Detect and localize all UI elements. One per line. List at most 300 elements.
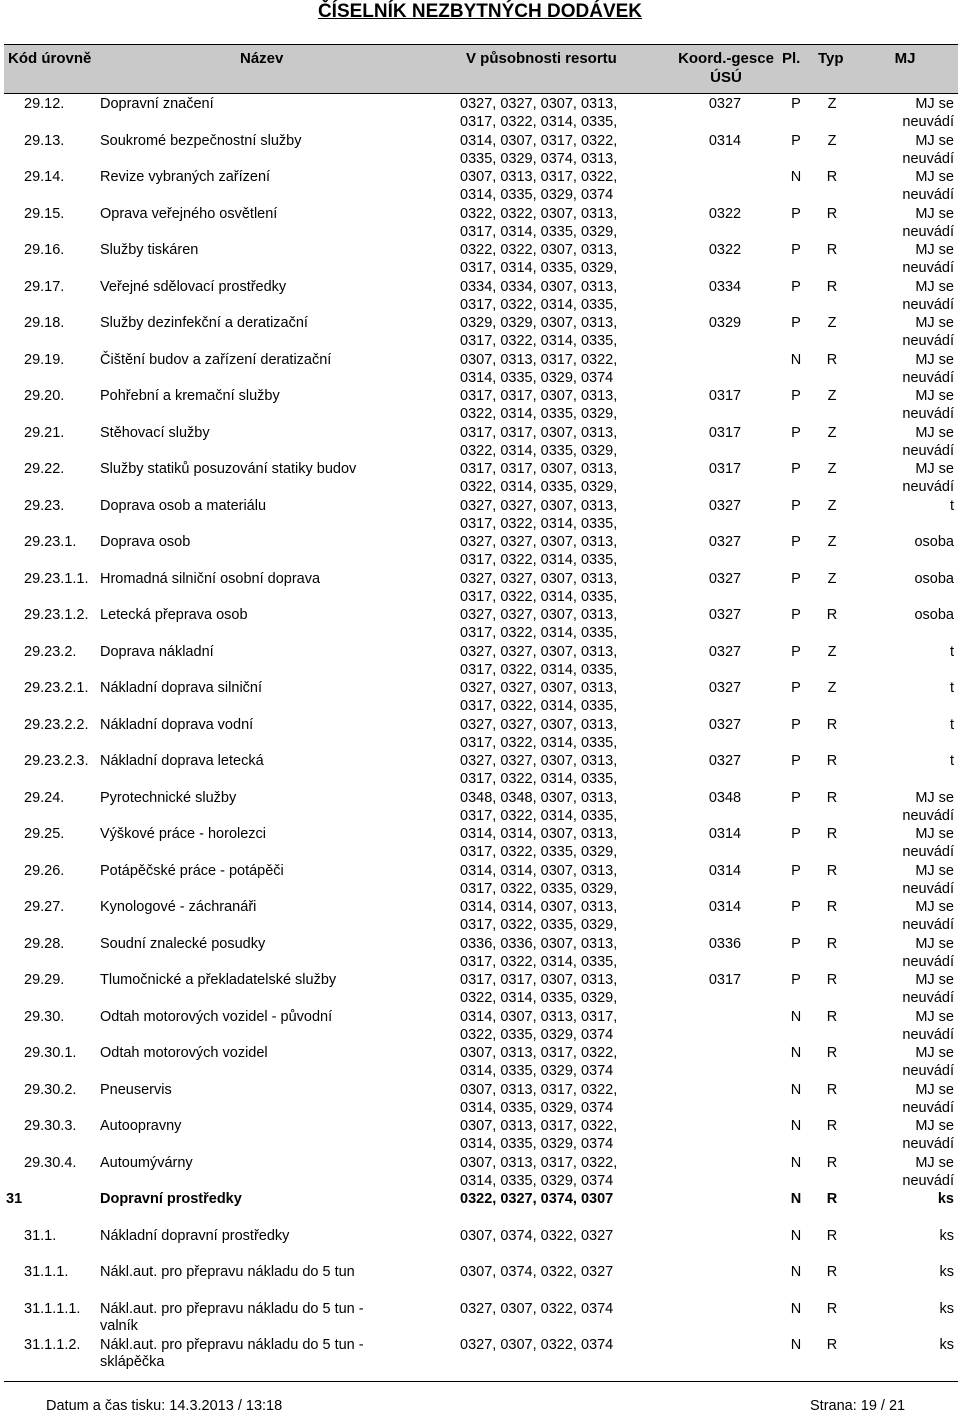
- row-name: Stěhovací služby: [100, 424, 210, 441]
- table-row: [4, 458, 958, 495]
- row-typ: Z: [827, 534, 837, 550]
- row-name: Odtah motorových vozidel - původní: [100, 1008, 333, 1025]
- row-pl: N: [790, 1264, 802, 1280]
- row-typ: R: [826, 972, 838, 988]
- row-pl: N: [790, 1300, 802, 1317]
- row-pl: P: [791, 132, 801, 149]
- table-row: [4, 1152, 958, 1189]
- row-koord: 0327: [708, 570, 742, 587]
- row-code: 31.1.1.2.: [24, 1337, 81, 1353]
- row-koord: 0314: [708, 132, 742, 149]
- row-mj-line2: neuvádí: [902, 114, 954, 130]
- row-koord: 0327: [708, 753, 742, 769]
- row-name: Potápěčské práce - potápěči: [100, 862, 284, 879]
- table-row: [4, 130, 958, 167]
- row-mj-line1: MJ se: [915, 96, 954, 112]
- row-code: 29.24.: [24, 789, 65, 806]
- row-typ: R: [826, 278, 838, 295]
- row-typ: Z: [827, 315, 837, 331]
- row-mj-line2: neuvádí: [902, 990, 954, 1006]
- row-pl: P: [791, 534, 801, 550]
- print-timestamp: Datum a čas tisku: 14.3.2013 / 13:18: [46, 1398, 283, 1414]
- table-row: [4, 349, 958, 386]
- row-resort-line1: 0327, 0327, 0307, 0313,: [460, 643, 618, 660]
- row-typ: R: [826, 205, 838, 222]
- row-resort-line1: 0334, 0334, 0307, 0313,: [460, 278, 618, 295]
- row-resort-line2: 0317, 0322, 0335, 0329,: [460, 917, 618, 933]
- row-resort-line2: 0317, 0322, 0314, 0335,: [460, 771, 618, 787]
- table-row: [4, 1334, 958, 1371]
- row-name: Nákladní doprava vodní: [100, 716, 254, 733]
- row-mj-line1: ks: [939, 1337, 954, 1353]
- row-typ: R: [826, 1337, 838, 1353]
- row-koord: 0327: [708, 680, 742, 696]
- row-resort-line1: 0322, 0322, 0307, 0313,: [460, 205, 618, 222]
- row-koord: 0327: [708, 497, 742, 514]
- table-row: [4, 1042, 958, 1079]
- row-mj-line1: t: [949, 680, 954, 696]
- row-code: 29.20.: [24, 388, 65, 404]
- row-resort-line2: 0317, 0322, 0314, 0335,: [460, 661, 618, 678]
- row-koord: 0327: [708, 534, 742, 550]
- row-name: Soukromé bezpečnostní služby: [100, 132, 302, 149]
- row-pl: P: [791, 716, 801, 733]
- row-typ: R: [826, 1191, 838, 1207]
- row-mj-line1: osoba: [914, 534, 954, 550]
- table-row: [4, 860, 958, 897]
- row-pl: N: [790, 1118, 802, 1134]
- row-mj-line1: MJ se: [915, 862, 954, 879]
- row-code: 29.12.: [24, 96, 65, 112]
- col-header-pl: Pl.: [782, 50, 801, 67]
- row-resort-line1: 0314, 0307, 0313, 0317,: [460, 1008, 618, 1025]
- row-typ: R: [826, 351, 838, 368]
- row-resort-line2: 0314, 0335, 0329, 0374: [460, 1063, 614, 1079]
- row-mj-line1: MJ se: [915, 388, 954, 404]
- row-mj-line1: MJ se: [915, 826, 954, 842]
- row-name: Pohřební a kremační služby: [100, 388, 280, 404]
- row-name: Čištění budov a zařízení deratizační: [100, 351, 332, 368]
- row-pl: P: [791, 497, 801, 514]
- table-row: [4, 1261, 958, 1298]
- row-mj-line1: ks: [937, 1191, 954, 1207]
- row-name: Nákl.aut. pro přepravu nákladu do 5 tun - sklápěčka: [100, 1337, 364, 1370]
- row-koord: 0329: [708, 315, 742, 331]
- row-typ: R: [826, 753, 838, 769]
- col-header-koord: [664, 49, 788, 87]
- row-name: Nákl.aut. pro přepravu nákladu do 5 tun - valník: [100, 1300, 364, 1334]
- row-resort-line2: 0322, 0314, 0335, 0329,: [460, 990, 618, 1006]
- row-mj-line1: MJ se: [915, 972, 954, 988]
- row-mj-line1: t: [949, 753, 954, 769]
- col-header-mj: MJ: [894, 50, 916, 67]
- row-mj-line2: neuvádí: [902, 807, 954, 824]
- row-code: 29.30.4.: [24, 1154, 77, 1171]
- table-row: [4, 568, 958, 605]
- row-resort-line2: 0322, 0314, 0335, 0329,: [460, 479, 618, 495]
- row-resort-line1: 0322, 0322, 0307, 0313,: [460, 242, 618, 258]
- row-resort-line2: 0317, 0322, 0314, 0335,: [460, 625, 618, 641]
- row-pl: P: [791, 899, 801, 915]
- table-row: [4, 1079, 958, 1116]
- row-pl: P: [791, 935, 801, 952]
- row-typ: R: [826, 862, 838, 879]
- row-resort-line2: 0314, 0335, 0329, 0374: [460, 1099, 614, 1116]
- table-header: [4, 44, 958, 94]
- row-name: Služby dezinfekční a deratizační: [100, 315, 308, 331]
- row-mj-line2: neuvádí: [902, 333, 954, 349]
- row-resort-line2: 0314, 0335, 0329, 0374: [460, 187, 614, 203]
- table-row: [4, 495, 958, 532]
- table-row: [4, 896, 958, 933]
- row-resort-line2: 0317, 0322, 0335, 0329,: [460, 844, 618, 860]
- row-pl: N: [790, 1154, 802, 1171]
- row-code: 29.15.: [24, 205, 65, 222]
- row-pl: P: [791, 278, 801, 295]
- row-resort-line1: 0317, 0317, 0307, 0313,: [460, 388, 618, 404]
- row-resort-line1: 0317, 0317, 0307, 0313,: [460, 424, 618, 441]
- table-bottom-rule: [4, 1381, 958, 1382]
- row-code: 29.13.: [24, 132, 65, 149]
- row-mj-line1: MJ se: [915, 1008, 954, 1025]
- row-mj-line1: MJ se: [915, 169, 954, 185]
- row-mj-line2: neuvádí: [902, 917, 954, 933]
- row-resort-line1: 0327, 0327, 0307, 0313,: [460, 570, 618, 587]
- table-row: [4, 166, 958, 203]
- row-resort-line2: 0317, 0322, 0314, 0335,: [460, 333, 618, 349]
- row-koord: 0322: [708, 205, 742, 222]
- row-resort-line1: 0327, 0327, 0307, 0313,: [460, 497, 618, 514]
- row-resort-line1: 0327, 0327, 0307, 0313,: [460, 753, 618, 769]
- row-mj-line1: MJ se: [915, 132, 954, 149]
- row-pl: P: [791, 242, 801, 258]
- row-code: 29.23.2.1.: [24, 680, 89, 696]
- row-typ: Z: [827, 96, 837, 112]
- row-code: 29.23.1.2.: [24, 607, 89, 623]
- page-title: ČÍSELNÍK NEZBYTNÝCH DODÁVEK: [317, 1, 643, 22]
- row-koord: 0317: [708, 388, 742, 404]
- row-typ: Z: [827, 388, 837, 404]
- col-header-koord-line1: Koord.-gesce: [678, 50, 774, 67]
- row-resort-line1: 0327, 0327, 0307, 0313,: [460, 680, 618, 696]
- col-header-koord-line2: ÚSÚ: [710, 69, 742, 86]
- row-mj-line1: MJ se: [915, 424, 954, 441]
- row-resort-line1: 0317, 0317, 0307, 0313,: [460, 972, 618, 988]
- row-mj-line2: neuvádí: [902, 844, 954, 860]
- row-pl: N: [790, 1191, 802, 1207]
- row-resort-line1: 0327, 0307, 0322, 0374: [460, 1300, 614, 1317]
- row-code: 29.23.2.: [24, 643, 77, 660]
- row-name: Autoumývárny: [100, 1154, 193, 1171]
- row-mj-line2: neuvádí: [902, 442, 954, 459]
- row-mj-line1: MJ se: [915, 461, 954, 477]
- row-name: Odtah motorových vozidel: [100, 1045, 268, 1061]
- col-header-kod: Kód úrovně: [8, 50, 92, 67]
- row-pl: P: [791, 388, 801, 404]
- row-pl: P: [791, 680, 801, 696]
- row-typ: Z: [827, 424, 837, 441]
- row-koord: 0327: [708, 716, 742, 733]
- row-resort-line2: 0335, 0329, 0374, 0313,: [460, 150, 618, 167]
- row-typ: R: [826, 1045, 838, 1061]
- row-name: Pyrotechnické služby: [100, 789, 237, 806]
- row-pl: P: [791, 424, 801, 441]
- row-code: 29.25.: [24, 826, 65, 842]
- row-mj-line1: MJ se: [915, 242, 954, 258]
- row-name: Nákladní doprava letecká: [100, 753, 264, 769]
- row-code: 31.1.1.: [24, 1264, 69, 1280]
- row-resort-line1: 0307, 0313, 0317, 0322,: [460, 1045, 618, 1061]
- row-resort-line1: 0329, 0329, 0307, 0313,: [460, 315, 618, 331]
- table-row: [4, 531, 958, 568]
- row-mj-line1: ks: [939, 1227, 954, 1244]
- row-pl: P: [791, 643, 801, 660]
- row-resort-line2: 0317, 0322, 0314, 0335,: [460, 588, 618, 605]
- row-name: Dopravní prostředky: [100, 1191, 242, 1207]
- table-row: [4, 750, 958, 787]
- table-row: [4, 823, 958, 860]
- table-row: [4, 969, 958, 1006]
- row-pl: N: [790, 169, 802, 185]
- row-name: Veřejné sdělovací prostředky: [100, 278, 287, 295]
- row-mj-line1: MJ se: [915, 351, 954, 368]
- row-name: Výškové práce - horolezci: [100, 826, 267, 842]
- row-resort-line1: 0314, 0314, 0307, 0313,: [460, 899, 618, 915]
- row-mj-line2: neuvádí: [902, 187, 954, 203]
- row-name: Dopravní značení: [100, 96, 214, 112]
- row-koord: 0314: [708, 899, 742, 915]
- row-koord: 0314: [708, 826, 742, 842]
- row-koord: 0348: [708, 789, 742, 806]
- row-resort-line1: 0327, 0327, 0307, 0313,: [460, 716, 618, 733]
- row-resort-line1: 0322, 0327, 0374, 0307: [460, 1191, 614, 1207]
- row-mj-line1: MJ se: [915, 315, 954, 331]
- row-resort-line2: 0317, 0322, 0335, 0329,: [460, 880, 618, 897]
- row-name: Hromadná silniční osobní doprava: [100, 570, 321, 587]
- table-row: [4, 203, 958, 240]
- row-resort-line2: 0322, 0314, 0335, 0329,: [460, 442, 618, 459]
- table-row: [4, 677, 958, 714]
- row-mj-line2: neuvádí: [902, 369, 954, 386]
- table-row: [4, 312, 958, 349]
- row-pl: P: [791, 789, 801, 806]
- row-mj-line1: ks: [939, 1264, 954, 1280]
- table-row: [4, 787, 958, 824]
- row-typ: R: [826, 1154, 838, 1171]
- row-name: Autoopravny: [100, 1118, 182, 1134]
- table-row: [4, 385, 958, 422]
- row-resort-line2: 0317, 0322, 0314, 0335,: [460, 114, 618, 130]
- row-code: 29.30.3.: [24, 1118, 77, 1134]
- row-resort-line1: 0327, 0327, 0307, 0313,: [460, 534, 618, 550]
- row-pl: P: [791, 96, 801, 112]
- row-name: Nákladní doprava silniční: [100, 680, 263, 696]
- row-typ: R: [826, 789, 838, 806]
- row-pl: P: [791, 205, 801, 222]
- row-code: 29.30.: [24, 1008, 65, 1025]
- row-koord: 0336: [708, 935, 742, 952]
- row-pl: P: [791, 607, 801, 623]
- row-code: 31: [6, 1191, 23, 1207]
- row-pl: N: [790, 1045, 802, 1061]
- row-code: 29.14.: [24, 169, 65, 185]
- row-typ: R: [826, 169, 838, 185]
- row-name: Oprava veřejného osvětlení: [100, 205, 278, 222]
- row-mj-line2: neuvádí: [902, 1063, 954, 1079]
- row-mj-line1: MJ se: [915, 1045, 954, 1061]
- table-body: [4, 93, 958, 1371]
- row-code: 29.23.1.: [24, 534, 77, 550]
- row-typ: Z: [827, 461, 837, 477]
- row-resort-line1: 0327, 0327, 0307, 0313,: [460, 607, 618, 623]
- table-row: [4, 1188, 958, 1225]
- row-typ: Z: [827, 570, 837, 587]
- row-mj-line1: osoba: [914, 570, 954, 587]
- row-mj-line1: MJ se: [915, 205, 954, 222]
- row-resort-line1: 0336, 0336, 0307, 0313,: [460, 935, 618, 952]
- row-resort-line1: 0314, 0314, 0307, 0313,: [460, 862, 618, 879]
- page-number: Strana: 19 / 21: [810, 1398, 906, 1414]
- table-row: [4, 933, 958, 970]
- row-code: 29.16.: [24, 242, 65, 258]
- row-koord: 0314: [708, 862, 742, 879]
- row-pl: P: [791, 972, 801, 988]
- row-mj-line1: MJ se: [915, 1154, 954, 1171]
- table-row: [4, 422, 958, 459]
- row-name: Tlumočnické a překladatelské služby: [100, 972, 337, 988]
- row-mj-line2: neuvádí: [902, 1136, 954, 1152]
- row-mj-line1: osoba: [914, 607, 954, 623]
- row-resort-line2: 0314, 0335, 0329, 0374: [460, 1172, 614, 1189]
- row-typ: R: [826, 1118, 838, 1134]
- row-resort-line2: 0314, 0335, 0329, 0374: [460, 369, 614, 386]
- row-typ: Z: [827, 497, 837, 514]
- row-pl: P: [791, 570, 801, 587]
- row-name: Nákl.aut. pro přepravu nákladu do 5 tun: [100, 1264, 355, 1280]
- row-resort-line2: 0317, 0314, 0335, 0329,: [460, 223, 618, 240]
- row-mj-line2: neuvádí: [902, 223, 954, 240]
- row-koord: 0327: [708, 643, 742, 660]
- row-code: 29.29.: [24, 972, 65, 988]
- row-code: 29.30.2.: [24, 1081, 77, 1098]
- row-resort-line1: 0307, 0374, 0322, 0327: [460, 1227, 614, 1244]
- row-koord: 0317: [708, 424, 742, 441]
- row-pl: P: [791, 315, 801, 331]
- row-mj-line2: neuvádí: [902, 1172, 954, 1189]
- row-typ: R: [826, 1227, 838, 1244]
- row-koord: 0334: [708, 278, 742, 295]
- row-resort-line1: 0307, 0313, 0317, 0322,: [460, 1081, 618, 1098]
- row-typ: R: [826, 716, 838, 733]
- row-koord: 0322: [708, 242, 742, 258]
- row-resort-line2: 0317, 0322, 0314, 0335,: [460, 807, 618, 824]
- row-mj-line2: neuvádí: [902, 406, 954, 422]
- row-code: 31.1.: [24, 1227, 57, 1244]
- row-name: Nákladní dopravní prostředky: [100, 1227, 290, 1244]
- row-mj-line1: t: [949, 716, 954, 733]
- table-row: [4, 239, 958, 276]
- table-row: [4, 1298, 958, 1335]
- row-typ: R: [826, 826, 838, 842]
- row-code: 31.1.1.1.: [24, 1300, 81, 1317]
- row-mj-line2: neuvádí: [902, 260, 954, 276]
- row-name: Soudní znalecké posudky: [100, 935, 266, 952]
- table-row: [4, 604, 958, 641]
- row-resort-line1: 0348, 0348, 0307, 0313,: [460, 789, 618, 806]
- row-resort-line1: 0327, 0307, 0322, 0374: [460, 1337, 614, 1353]
- row-resort-line2: 0322, 0314, 0335, 0329,: [460, 406, 618, 422]
- row-code: 29.17.: [24, 278, 65, 295]
- row-code: 29.23.2.2.: [24, 716, 89, 733]
- row-pl: P: [791, 826, 801, 842]
- row-code: 29.18.: [24, 315, 65, 331]
- row-code: 29.27.: [24, 899, 65, 915]
- row-resort-line1: 0317, 0317, 0307, 0313,: [460, 461, 618, 477]
- row-resort-line2: 0317, 0322, 0314, 0335,: [460, 698, 618, 714]
- row-resort-line1: 0307, 0313, 0317, 0322,: [460, 169, 618, 185]
- row-code: 29.22.: [24, 461, 65, 477]
- row-pl: P: [791, 461, 801, 477]
- row-mj-line2: neuvádí: [902, 479, 954, 495]
- row-resort-line2: 0317, 0322, 0314, 0335,: [460, 953, 618, 970]
- row-name: Služby statiků posuzování statiky budov: [100, 461, 357, 477]
- row-typ: Z: [827, 680, 837, 696]
- row-mj-line1: MJ se: [915, 899, 954, 915]
- row-typ: R: [826, 242, 838, 258]
- row-mj-line2: neuvádí: [902, 296, 954, 313]
- row-mj-line1: MJ se: [915, 1118, 954, 1134]
- row-pl: P: [791, 862, 801, 879]
- col-header-typ: Typ: [818, 50, 844, 67]
- row-mj-line2: neuvádí: [902, 1099, 954, 1116]
- row-typ: Z: [827, 643, 837, 660]
- row-resort-line1: 0307, 0313, 0317, 0322,: [460, 351, 618, 368]
- row-typ: R: [826, 1081, 838, 1098]
- row-pl: N: [790, 1008, 802, 1025]
- row-code: 29.23.2.3.: [24, 753, 89, 769]
- table-row: [4, 93, 958, 130]
- row-mj-line1: t: [949, 497, 954, 514]
- row-typ: R: [826, 607, 838, 623]
- row-code: 29.23.: [24, 497, 65, 514]
- row-resort-line1: 0307, 0313, 0317, 0322,: [460, 1118, 618, 1134]
- row-resort-line2: 0317, 0322, 0314, 0335,: [460, 734, 618, 751]
- row-typ: R: [826, 899, 838, 915]
- row-mj-line1: MJ se: [915, 789, 954, 806]
- row-pl: N: [790, 351, 802, 368]
- row-mj-line1: MJ se: [915, 1081, 954, 1098]
- row-mj-line2: neuvádí: [902, 953, 954, 970]
- table-row: [4, 1006, 958, 1043]
- row-code: 29.19.: [24, 351, 65, 368]
- row-resort-line2: 0314, 0335, 0329, 0374: [460, 1136, 614, 1152]
- row-mj-line1: MJ se: [915, 278, 954, 295]
- row-name: Doprava osob: [100, 534, 191, 550]
- row-typ: Z: [827, 132, 837, 149]
- row-code: 29.28.: [24, 935, 65, 952]
- table-row: [4, 1225, 958, 1262]
- row-pl: N: [790, 1081, 802, 1098]
- row-mj-line1: t: [949, 643, 954, 660]
- row-resort-line1: 0314, 0314, 0307, 0313,: [460, 826, 618, 842]
- row-resort-line2: 0322, 0335, 0329, 0374: [460, 1026, 614, 1043]
- row-koord: 0327: [708, 96, 742, 112]
- table-row: [4, 641, 958, 678]
- row-code: 29.21.: [24, 424, 65, 441]
- row-typ: R: [826, 1008, 838, 1025]
- row-name: Služby tiskáren: [100, 242, 199, 258]
- row-mj-line2: neuvádí: [902, 1026, 954, 1043]
